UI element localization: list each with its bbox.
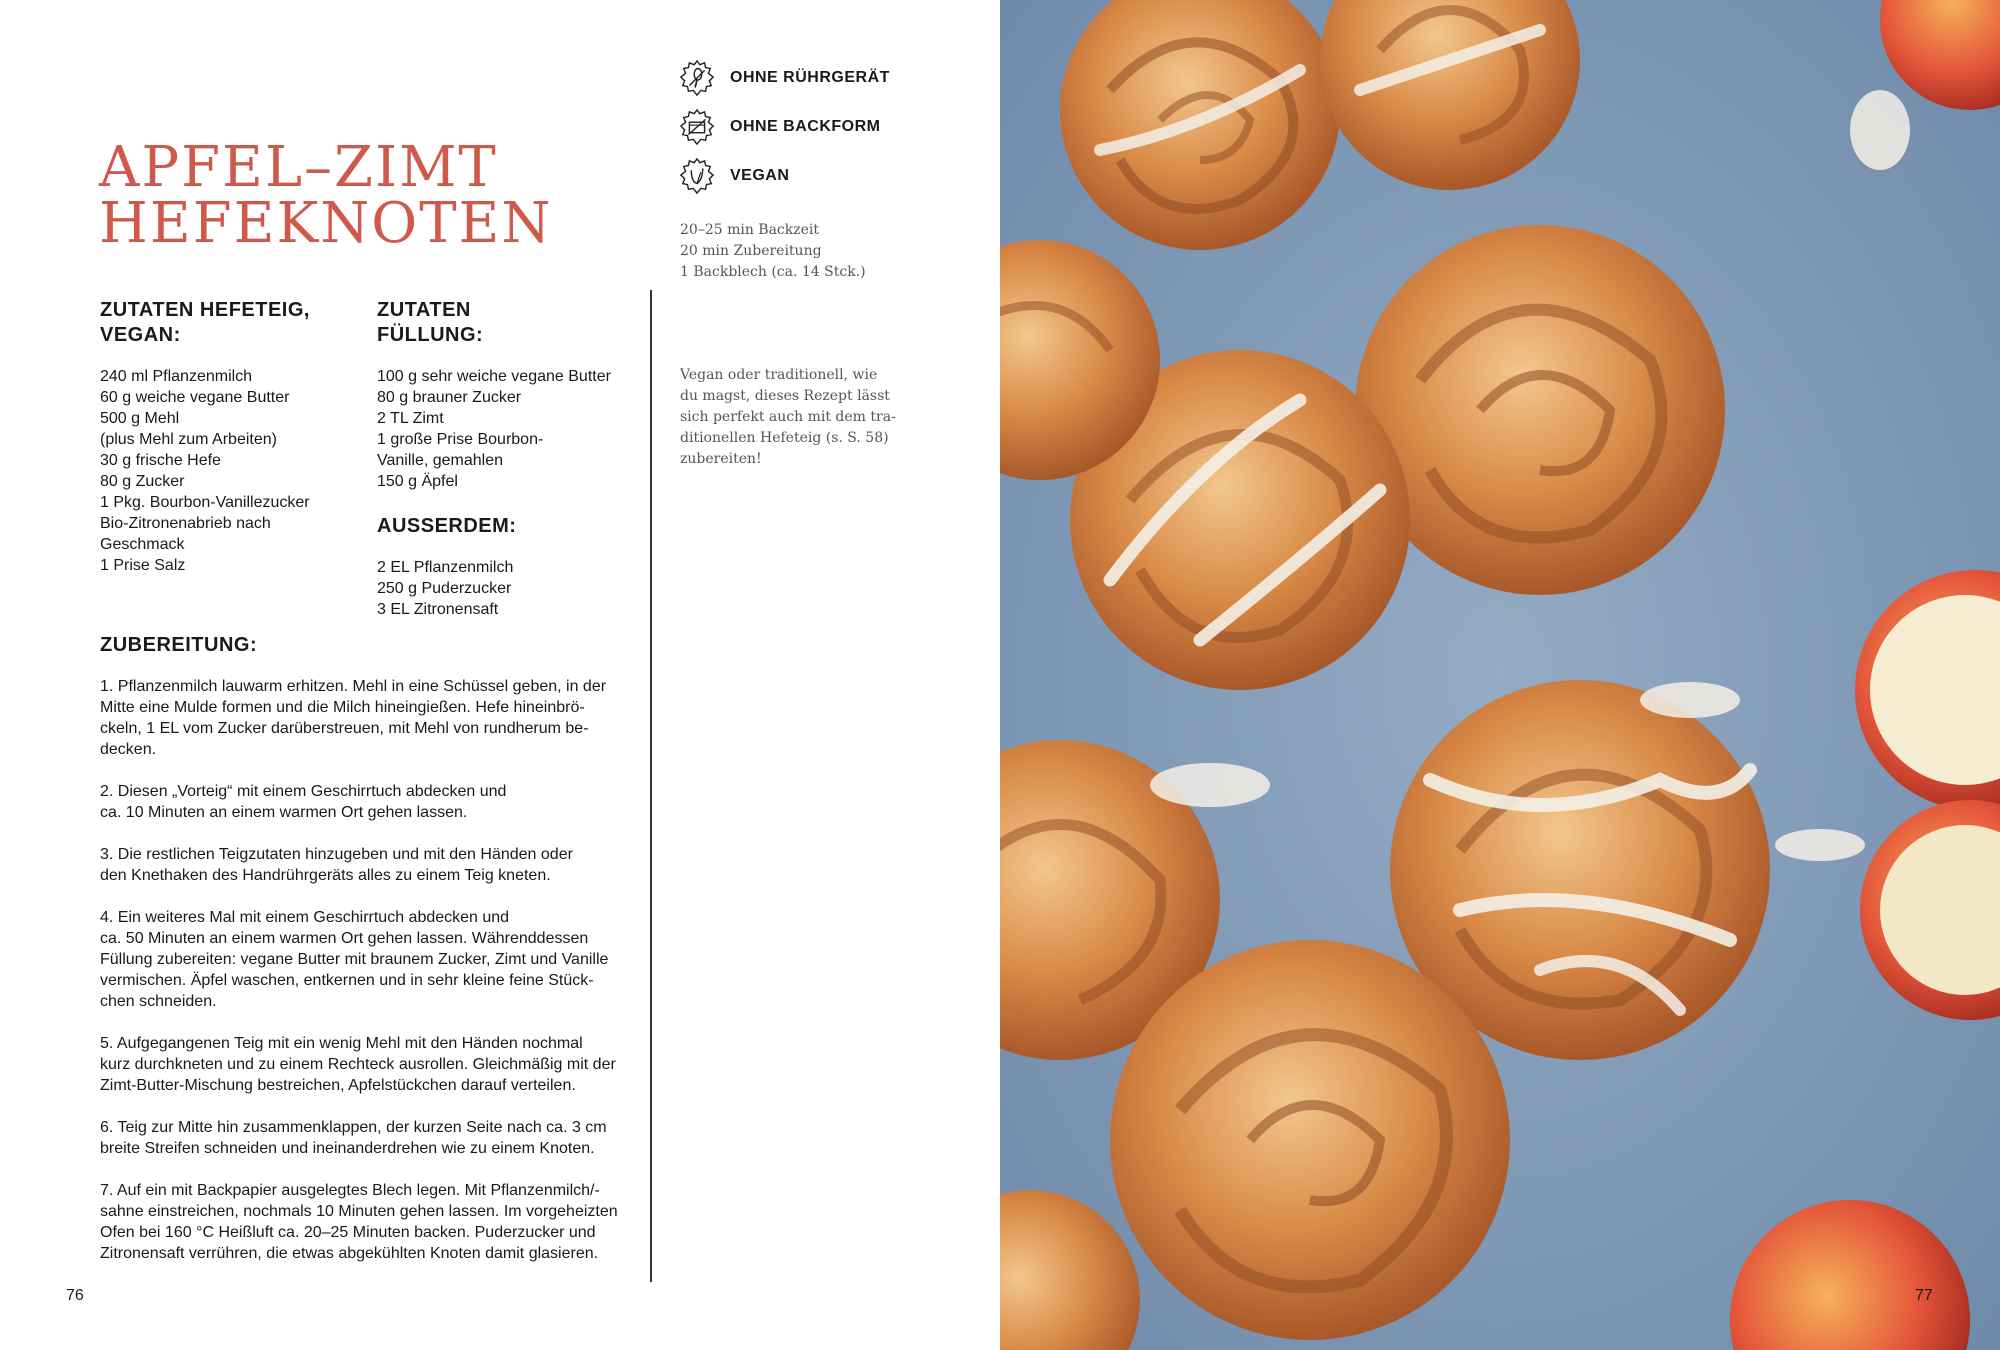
extra-heading: AUSSERDEM: (377, 515, 517, 537)
prep-time: 20 min Zubereitung (680, 243, 822, 259)
note-line: du magst, dieses Rezept lässt (680, 388, 890, 404)
recipe-badges (678, 58, 890, 205)
step-line: sahne einstreichen, nochmals 10 Minuten gehen lassen. Im vorgeheizten (100, 1203, 618, 1220)
dough-ingredients (100, 298, 360, 576)
ingredient-item: 2 EL Pflanzenmilch (377, 559, 514, 576)
dough-heading (100, 298, 360, 348)
baking-time: 20–25 min Backzeit (680, 222, 820, 238)
ingredient-item: 150 g Äpfel (377, 473, 458, 490)
ingredient-item: 3 EL Zitronensaft (377, 601, 499, 618)
leaf-icon (678, 157, 716, 195)
badge-no-baking-tin (678, 107, 890, 147)
ingredient-item: 2 TL Zimt (377, 410, 444, 427)
dough-heading-line-2: VEGAN: (100, 324, 181, 346)
step-line: 6. Teig zur Mitte hin zusammenklappen, der kurzen Seite nach ca. 3 cm (100, 1119, 607, 1136)
ingredient-item: 1 große Prise Bourbon- (377, 431, 544, 448)
step-line: Füllung zubereiten: vegane Butter mit braunem Zucker, Zimt und Vanille (100, 951, 609, 968)
ingredient-item: 30 g frische Hefe (100, 452, 221, 469)
step-line: 1. Pflanzenmilch lauwarm erhitzen. Mehl in eine Schüssel geben, in der (100, 678, 607, 695)
ingredient-item: (plus Mehl zum Arbeiten) (100, 431, 277, 448)
recipe-title-line-1: APFEL–ZIMT (99, 135, 498, 200)
step-line: 3. Die restlichen Teigzutaten hinzugeben und mit den Händen oder (100, 846, 573, 863)
prep-step-7 (100, 1180, 640, 1264)
baking-tin-crossed-icon (678, 108, 716, 146)
filling-heading (377, 298, 637, 348)
ingredient-item: 1 Pkg. Bourbon-Vanillezucker (100, 494, 310, 511)
ingredient-item: Geschmack (100, 536, 185, 553)
page-number-left: 76 (66, 1287, 84, 1304)
step-line: 2. Diesen „Vorteig“ mit einem Geschirrtuch abdecken und (100, 783, 507, 800)
prep-step-6 (100, 1117, 640, 1159)
recipe-title-line-2: HEFEKNOTEN (99, 191, 553, 256)
step-line: vermischen. Äpfel waschen, entkernen und in sehr kleine feine Stück- (100, 972, 594, 989)
preparation-heading: ZUBEREITUNG: (100, 634, 258, 656)
ingredient-item: 1 Prise Salz (100, 557, 186, 574)
yield: 1 Backblech (ca. 14 Stck.) (680, 264, 866, 280)
cinnamon-knots-illustration (1000, 0, 2000, 1350)
ingredient-item: 60 g weiche vegane Butter (100, 389, 290, 406)
ingredient-item: 100 g sehr weiche vegane Butter (377, 368, 611, 385)
side-note (680, 365, 900, 470)
step-line: 4. Ein weiteres Mal mit einem Geschirrtuch abdecken und (100, 909, 510, 926)
prep-step-3 (100, 844, 640, 886)
step-line: Mitte eine Mulde formen und die Milch hineingießen. Hefe hineinbrö- (100, 699, 585, 716)
step-line: ca. 50 Minuten an einem warmen Ort gehen lassen. Währenddessen (100, 930, 589, 947)
step-line: chen schneiden. (100, 993, 217, 1010)
ingredient-item: 240 ml Pflanzenmilch (100, 368, 253, 385)
note-line: ditionellen Hefeteig (s. S. 58) (680, 430, 889, 446)
ingredient-item: Vanille, gemahlen (377, 452, 504, 469)
badge-vegan (678, 156, 890, 196)
step-line: 7. Auf ein mit Backpapier ausgelegtes Blech legen. Mit Pflanzenmilch/- (100, 1182, 600, 1199)
step-line: ca. 10 Minuten an einem warmen Ort gehen lassen. (100, 804, 468, 821)
ingredient-item: 250 g Puderzucker (377, 580, 512, 597)
step-line: decken. (100, 741, 157, 758)
badge-label: VEGAN (730, 167, 790, 184)
dough-heading-line-1: ZUTATEN HEFETEIG, (100, 299, 310, 321)
step-line: Ofen bei 160 °C Heißluft ca. 20–25 Minuten backen. Puderzucker und (100, 1224, 596, 1241)
note-line: zubereiten! (680, 451, 762, 467)
step-line: 5. Aufgegangenen Teig mit ein wenig Mehl mit den Händen nochmal (100, 1035, 583, 1052)
ingredient-item: 500 g Mehl (100, 410, 180, 427)
ingredient-item: 80 g brauner Zucker (377, 389, 522, 406)
page-number-right: 77 (1915, 1287, 1933, 1304)
step-line: Zitronensaft verrühren, die etwas abgekühlten Knoten damit glasieren. (100, 1245, 599, 1262)
step-line: ckeln, 1 EL vom Zucker darüberstreuen, mit Mehl von rundherum be- (100, 720, 589, 737)
prep-step-2 (100, 781, 640, 823)
badge-label: OHNE RÜHRGERÄT (730, 69, 890, 86)
preparation (100, 633, 640, 1285)
prep-step-4 (100, 907, 640, 1012)
filling-heading-line-2: FÜLLUNG: (377, 324, 484, 346)
recipe-meta (680, 220, 866, 283)
step-line: Zimt-Butter-Mischung bestreichen, Apfelstückchen darauf verteilen. (100, 1077, 576, 1094)
prep-step-1 (100, 676, 640, 760)
badge-label: OHNE BACKFORM (730, 118, 881, 135)
note-line: sich perfekt auch mit dem tra- (680, 409, 896, 425)
step-line: kurz durchkneten und zu einem Rechteck ausrollen. Gleichmäßig mit der (100, 1056, 616, 1073)
recipe-title (99, 135, 553, 256)
prep-step-5 (100, 1033, 640, 1096)
pastry-photo (1000, 0, 2000, 1350)
step-line: den Knethaken des Handrührgeräts alles zu einem Teig kneten. (100, 867, 551, 884)
step-line: breite Streifen schneiden und ineinanderdrehen wie zu einem Knoten. (100, 1140, 595, 1157)
ingredient-item: 80 g Zucker (100, 473, 185, 490)
filling-ingredients (377, 298, 637, 620)
filling-heading-line-1: ZUTATEN (377, 299, 471, 321)
ingredient-item: Bio-Zitronenabrieb nach (100, 515, 271, 532)
whisk-crossed-icon (678, 59, 716, 97)
badge-no-mixer (678, 58, 890, 98)
column-divider (650, 290, 652, 1282)
note-line: Vegan oder traditionell, wie (680, 367, 878, 383)
